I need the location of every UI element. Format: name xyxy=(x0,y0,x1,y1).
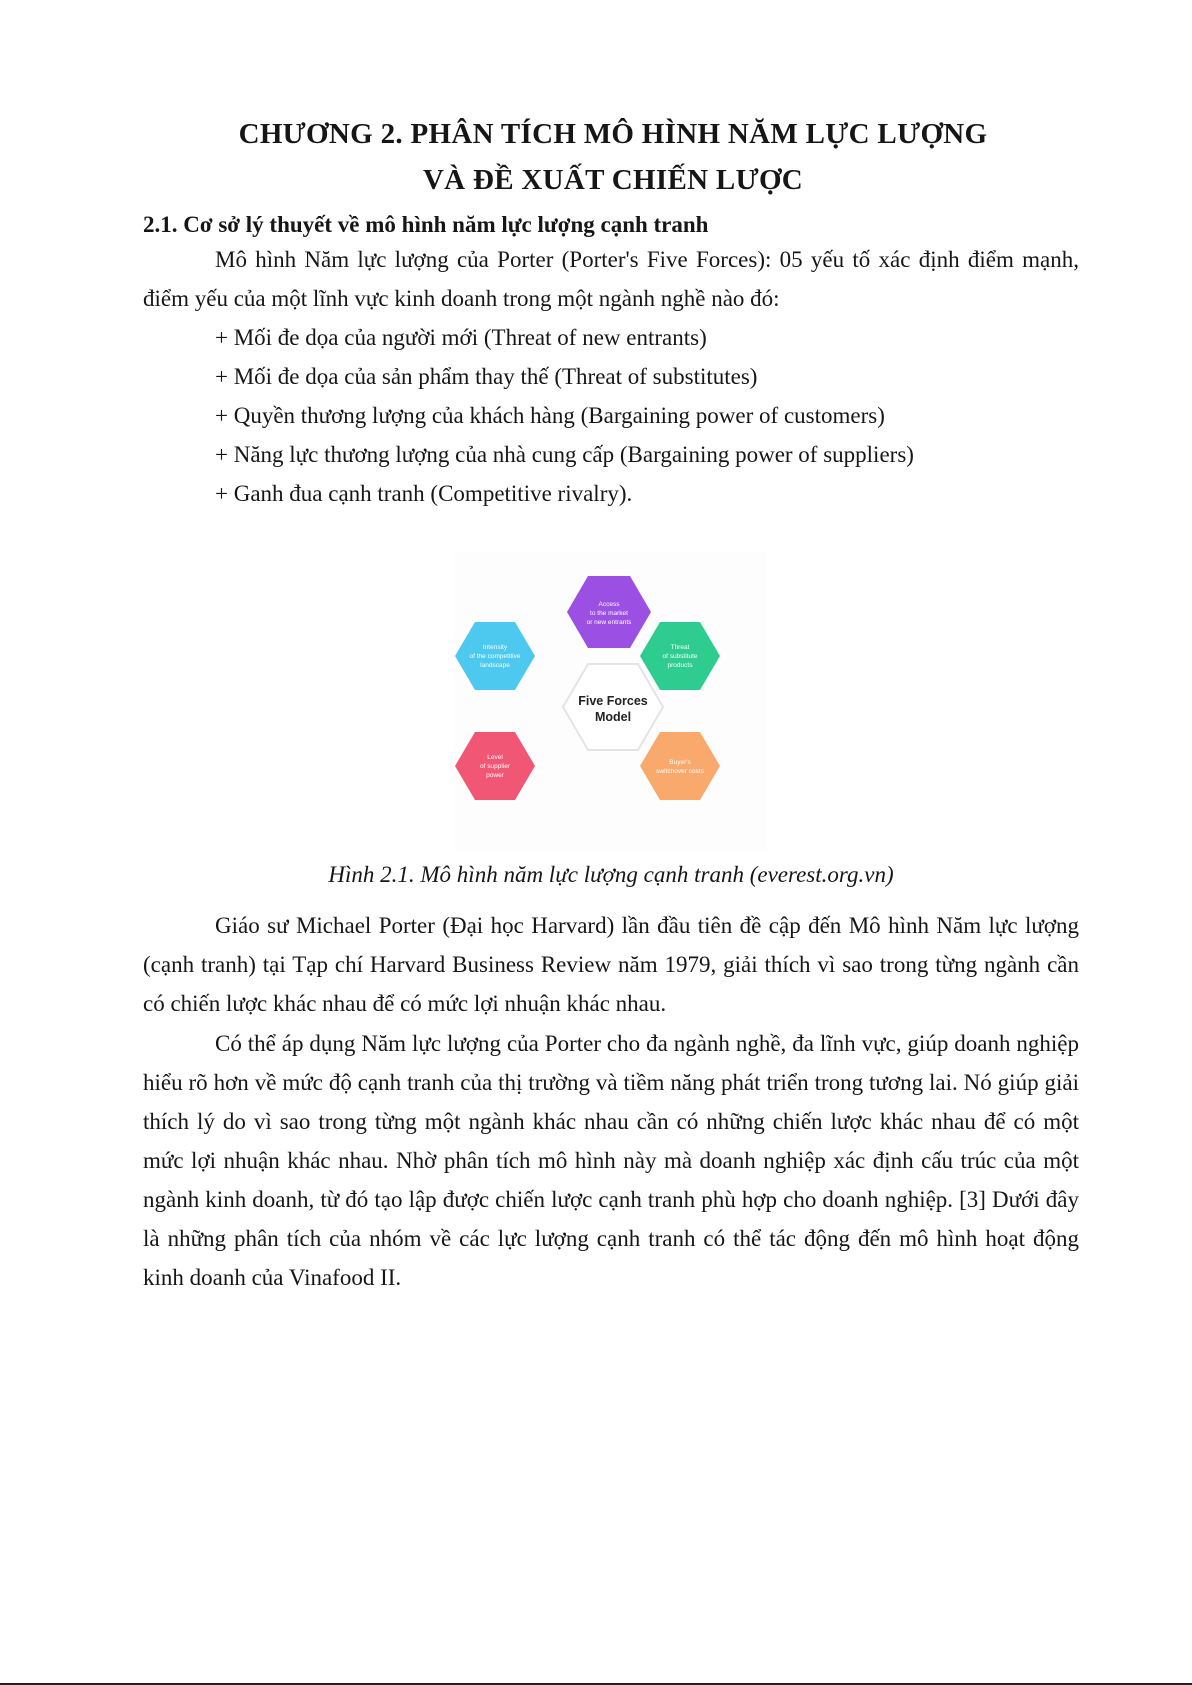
intro-text: Mô hình Năm lực lượng của Porter (Porter's Five Forces): 05 yếu tố xác định điểm mạnh, điểm yếu của một lĩnh vực kinh doanh trong một ngành nghề nào đó: xyxy=(143,247,1079,311)
force-label: Threat xyxy=(670,644,690,651)
force-label: of substitute xyxy=(662,653,698,660)
force-label: landscape xyxy=(480,662,510,669)
chapter-title-line1: CHƯƠNG 2. PHÂN TÍCH MÔ HÌNH NĂM LỰC LƯỢNG xyxy=(238,118,988,150)
force-label: of the competitive xyxy=(469,653,521,660)
paragraph-text: Có thể áp dụng Năm lực lượng của Porter cho đa ngành nghề, đa lĩnh vực, giúp doanh nghiệp hiểu rõ hơn về mức độ cạnh tranh của thị trường và tiềm năng phát triển trong tương lai. Nó giúp giải thích lý do vì sao trong từng một ngành khác nhau cần có những chiến lược khác nhau để có một mức lợi nhuận khác nhau. Nhờ phân tích mô hình này mà doanh nghiệp xác định cấu trúc của một ngành kinh doanh, từ đó tạo lập được chiến lược cạnh tranh phù hợp cho doanh nghiệp. [3] Dưới đây là những phân tích của nhóm về các lực lượng cạnh tranh có thể tác động đến mô hình hoạt động kinh doanh của Vinafood II. xyxy=(143,1031,1079,1290)
list-item: + Mối đe dọa của người mới (Threat of new entrants) xyxy=(215,325,707,350)
force-label: Level xyxy=(487,754,503,761)
force-hexagon-suppliers xyxy=(455,732,535,800)
chapter-title-line2: VÀ ĐỀ XUẤT CHIẾN LƯỢC xyxy=(422,164,804,196)
list-item: + Quyền thương lượng của khách hàng (Bargaining power of customers) xyxy=(215,403,885,428)
center-label-line1: Five Forces xyxy=(578,694,648,708)
force-label: or new entrants xyxy=(586,619,632,626)
force-hexagon-substitutes xyxy=(640,622,720,690)
force-hexagon-new-entrants xyxy=(567,576,651,648)
paragraph-application xyxy=(143,1024,1079,1297)
paragraph-text: Giáo sư Michael Porter (Đại học Harvard) lần đầu tiên đề cập đến Mô hình Năm lực lượng (cạnh tranh) tại Tạp chí Harvard Business Review năm 1979, giải thích vì sao trong từng ngành cần có chiến lược khác nhau để có mức lợi nhuận khác nhau. xyxy=(143,913,1079,1016)
list-item: + Mối đe dọa của sản phẩm thay thế (Threat of substitutes) xyxy=(215,364,758,389)
force-label: Intensity xyxy=(482,644,508,651)
five-forces-figure xyxy=(455,552,767,852)
list-item: + Năng lực thương lượng của nhà cung cấp (Bargaining power of suppliers) xyxy=(215,442,914,467)
intro-paragraph xyxy=(143,240,1079,318)
figure-caption: Hình 2.1. Mô hình năm lực lượng cạnh tranh (everest.org.vn) xyxy=(328,862,894,887)
center-label-line2: Model xyxy=(594,710,632,724)
force-label: of supplier xyxy=(480,763,510,770)
force-label: switchover costs xyxy=(656,768,704,775)
force-label: products xyxy=(667,662,693,669)
force-label: power xyxy=(486,772,504,779)
force-hexagon-buyers xyxy=(640,732,720,800)
force-label: Access xyxy=(598,601,620,608)
list-item: + Ganh đua cạnh tranh (Competitive rivalry). xyxy=(215,481,633,506)
force-label: to the market xyxy=(590,610,628,617)
section-heading: 2.1. Cơ sở lý thuyết về mô hình năm lực lượng cạnh tranh xyxy=(143,212,709,237)
force-label: Buyer's xyxy=(669,759,691,766)
paragraph-porter-history xyxy=(143,906,1079,1023)
forces-list xyxy=(215,318,914,513)
force-hexagon-rivalry xyxy=(455,622,535,690)
five-forces-diagram xyxy=(455,552,767,852)
